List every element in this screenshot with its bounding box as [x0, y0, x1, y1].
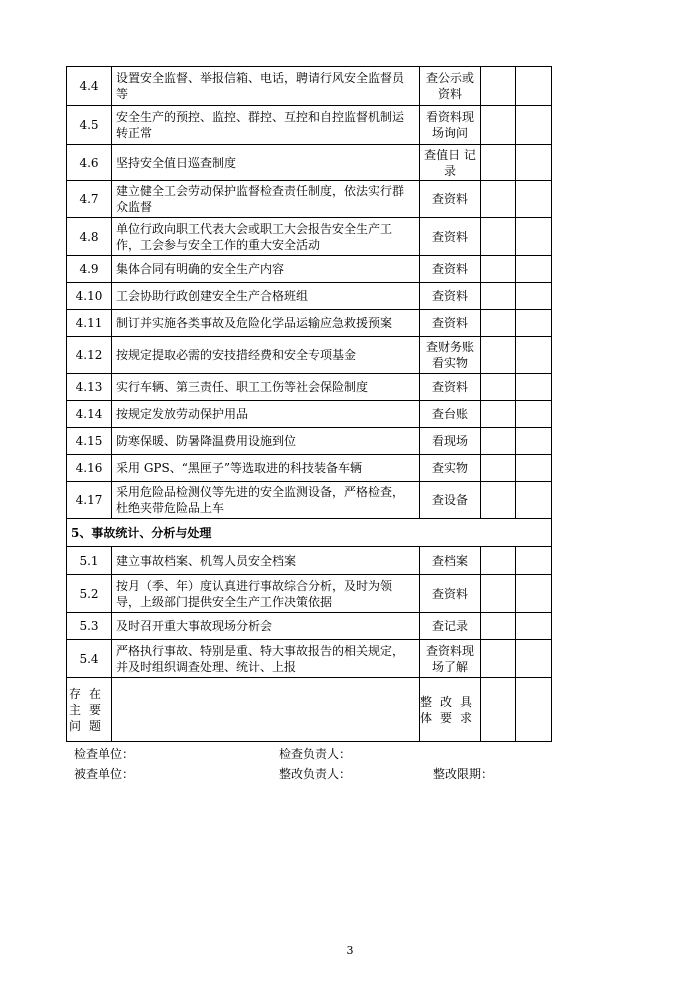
table-row: 4.14 按规定发放劳动保护用品 查台账 [67, 401, 552, 428]
rectify-requirements-label: 整改具体要求 [420, 678, 481, 742]
table-row: 4.17 采用危险品检测仪等先进的安全监测设备，严格检查，杜绝夹带危险品上车 查设备 [67, 482, 552, 519]
table-row: 4.13 实行车辆、第三责任、职工工伤等社会保险制度 查资料 [67, 374, 552, 401]
table-row: 4.5 安全生产的预控、监控、群控、互控和自控监督机制运转正常 看资料现场询问 [67, 106, 552, 145]
issues-row [67, 678, 552, 742]
table-row: 4.4 设置安全监督、举报信箱、电话，聘请行风安全监督员等 查公示或资料 [67, 67, 552, 106]
table-row: 4.15 防寒保暖、防暑降温费用设施到位 看现场 [67, 428, 552, 455]
table-row: 4.12 按规定提取必需的安技措经费和安全专项基金 查财务账看实物 [67, 337, 552, 374]
issues-label: 存在主要问题 [67, 678, 112, 742]
table-row: 5.1 建立事故档案、机驾人员安全档案 查档案 [67, 547, 552, 575]
section-header [67, 519, 552, 547]
table-row: 5.2 按月（季、年）度认真进行事故综合分析，及时为领导，上级部门提供安全生产工作决策依据 查资料 [67, 575, 552, 613]
table-row: 5.3 及时召开重大事故现场分析会 查记录 [67, 613, 552, 640]
table-row: 4.16 采用 GPS、“黑匣子”等选取进的科技装备车辆 查实物 [67, 455, 552, 482]
inspect-unit-label: 检查单位： [74, 747, 135, 761]
table-row: 4.7 建立健全工会劳动保护监督检查责任制度，依法实行群众监督 查资料 [67, 181, 552, 218]
rectify-person-label: 整改负责人： [279, 767, 352, 781]
table-row: 4.6 坚持安全值日巡查制度 查值日 记 录 [67, 145, 552, 181]
table-row: 4.9 集体合同有明确的安全生产内容 查资料 [67, 256, 552, 283]
rectify-deadline-label: 整改限期： [433, 767, 494, 781]
section-title: 5、事故统计、分析与处理 [67, 519, 552, 547]
inspected-unit-label: 被查单位： [74, 767, 135, 781]
table-row: 4.10 工会协助行政创建安全生产合格班组 查资料 [67, 283, 552, 310]
inspection-table [66, 66, 552, 742]
table-row: 5.4 严格执行事故、特别是重、特大事故报告的相关规定，并及时组织调查处理、统计、上报 查资料现场了解 [67, 640, 552, 678]
table-row: 4.11 制订并实施各类事故及危险化学品运输应急救援预案 查资料 [67, 310, 552, 337]
issues-content [112, 678, 420, 742]
inspect-person-label: 检查负责人： [279, 747, 352, 761]
page-number: 3 [346, 944, 354, 957]
table-row: 4.8 单位行政向职工代表大会或职工大会报告安全生产工作，工会参与安全工作的重大安全活动 查资料 [67, 218, 552, 256]
